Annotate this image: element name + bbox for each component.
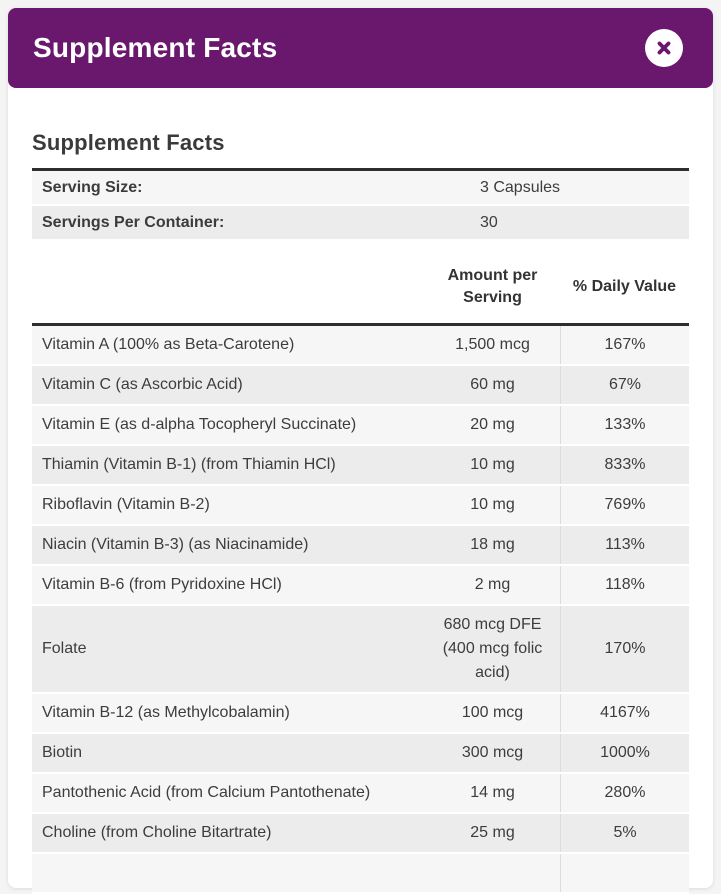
table-row xyxy=(32,814,689,854)
table-row xyxy=(32,694,689,734)
nutrient-name: Vitamin E (as d-alpha Tocopheryl Succinate) xyxy=(42,416,357,434)
nutrient-daily-value: 167% xyxy=(560,326,689,364)
nutrient-name xyxy=(32,854,425,892)
nutrient-daily-value: 769% xyxy=(560,486,689,524)
nutrient-daily-value xyxy=(560,854,689,892)
serving-label: Servings Per Container: xyxy=(42,213,225,231)
table-row xyxy=(32,486,689,526)
table-row xyxy=(32,606,689,694)
nutrient-amount: 300 mcg xyxy=(461,744,524,762)
nutrient-amount: 25 mg xyxy=(470,824,515,842)
nutrient-name: Pantothenic Acid (from Calcium Pantothenate) xyxy=(42,784,371,802)
nutrient-name: Choline (from Choline Bitartrate) xyxy=(42,824,272,842)
nutrient-amount: 1,500 mcg xyxy=(455,336,530,354)
column-header-amount: Amount per Serving xyxy=(447,267,538,307)
nutrient-name: Vitamin B-12 (as Methylcobalamin) xyxy=(42,704,290,722)
serving-info-table xyxy=(32,168,689,241)
table-row xyxy=(32,566,689,606)
nutrient-daily-value: 4167% xyxy=(560,694,689,732)
nutrient-amount: 18 mg xyxy=(470,536,515,554)
table-row xyxy=(32,406,689,446)
nutrient-amount: 14 mg xyxy=(470,784,515,802)
serving-label: Serving Size: xyxy=(42,178,143,196)
table-row xyxy=(32,446,689,486)
table-row xyxy=(32,774,689,814)
nutrient-daily-value: 833% xyxy=(560,446,689,484)
nutrient-daily-value: 133% xyxy=(560,406,689,444)
table-row xyxy=(32,526,689,566)
nutrient-daily-value: 5% xyxy=(560,814,689,852)
serving-value: 3 Capsules xyxy=(480,178,561,196)
table-row xyxy=(32,326,689,366)
nutrient-name: Vitamin B-6 (from Pyridoxine HCl) xyxy=(42,576,282,594)
nutrient-amount: 10 mg xyxy=(470,496,515,514)
serving-row xyxy=(32,206,689,241)
modal-body xyxy=(8,88,713,894)
nutrient-daily-value: 118% xyxy=(560,566,689,604)
nutrient-amount: 60 mg xyxy=(470,376,515,394)
table-row xyxy=(32,366,689,406)
nutrient-daily-value: 170% xyxy=(560,606,689,692)
nutrient-daily-value: 280% xyxy=(560,774,689,812)
nutrient-name: Thiamin (Vitamin B-1) (from Thiamin HCl) xyxy=(42,456,336,474)
nutrient-daily-value: 67% xyxy=(560,366,689,404)
section-heading: Supplement Facts xyxy=(32,130,225,155)
nutrient-amount: 2 mg xyxy=(474,576,511,594)
nutrient-daily-value: 1000% xyxy=(560,734,689,772)
column-header-daily-value: % Daily Value xyxy=(572,278,677,296)
close-button[interactable] xyxy=(645,29,683,67)
nutrient-name: Niacin (Vitamin B-3) (as Niacinamide) xyxy=(42,536,309,554)
serving-value: 30 xyxy=(480,213,498,231)
nutrient-amount xyxy=(425,854,560,892)
nutrient-table-header xyxy=(32,251,689,326)
modal-header xyxy=(8,8,713,88)
nutrient-name: Riboflavin (Vitamin B-2) xyxy=(42,496,210,514)
nutrient-amount: 100 mcg xyxy=(461,704,524,722)
nutrient-name: Folate xyxy=(42,640,87,658)
modal-title: Supplement Facts xyxy=(33,32,278,63)
nutrient-table-body xyxy=(32,326,689,894)
nutrient-name: Vitamin A (100% as Beta-Carotene) xyxy=(42,336,295,354)
nutrient-amount: 20 mg xyxy=(470,416,515,434)
supplement-facts-modal xyxy=(8,8,713,888)
nutrient-daily-value: 113% xyxy=(560,526,689,564)
nutrient-name: Vitamin C (as Ascorbic Acid) xyxy=(42,376,243,394)
nutrient-name: Biotin xyxy=(42,744,83,762)
nutrient-amount: 680 mcg DFE (400 mcg folic acid) xyxy=(442,616,543,682)
table-row xyxy=(32,734,689,774)
table-row-partial xyxy=(32,854,689,894)
close-icon xyxy=(655,39,673,57)
serving-row xyxy=(32,171,689,206)
nutrient-amount: 10 mg xyxy=(470,456,515,474)
